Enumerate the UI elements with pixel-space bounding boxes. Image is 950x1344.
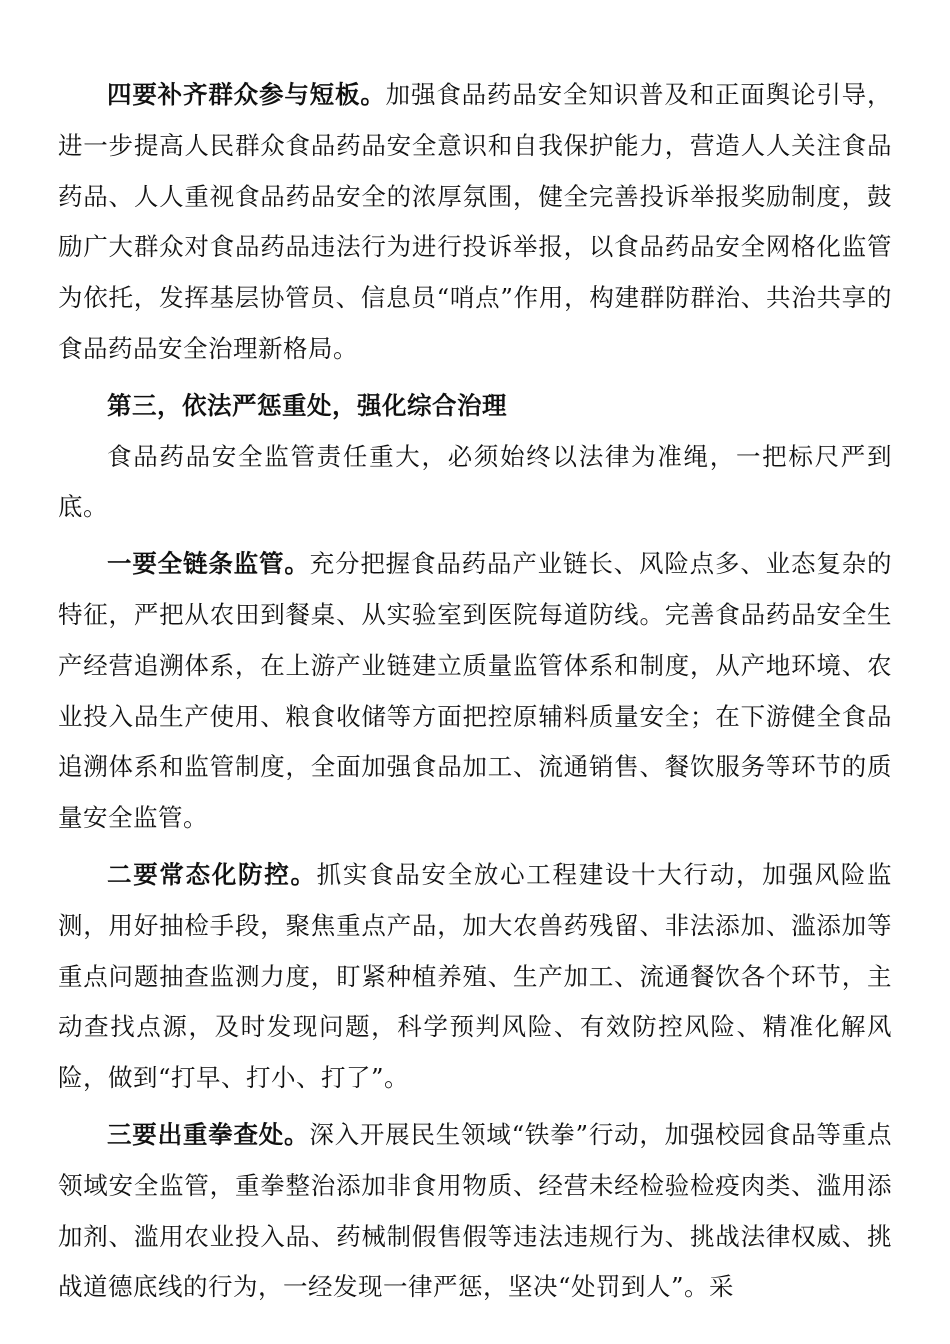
paragraph-four-public-participation bbox=[58, 70, 892, 375]
section-heading-third: 第三，依法严惩重处，强化综合治理 bbox=[107, 390, 507, 420]
paragraph-text: 充分把握食品药品产业链长、风险点多、业态复杂的特征，严把从农田到餐桌、从实验室到医院每道防线。完善食品药品安全生产经营追溯体系，在上游产业链建立质量监管体系和制度，从产地环境、农业投入品生产使用、粮食收储等方面把控原辅料质量安全；在下游健全食品追溯体系和监管制度，全面加强食品加工、流通销售、餐饮服务等环节的质量安全监管。 bbox=[58, 549, 893, 833]
paragraph-lead: 四要补齐群众参与短板。 bbox=[107, 80, 386, 109]
paragraph-intro bbox=[58, 432, 892, 534]
document-page bbox=[58, 70, 892, 1313]
paragraph-three-heavy-punishment bbox=[58, 1110, 892, 1313]
paragraph-text: 加强食品药品安全知识普及和正面舆论引导，进一步提高人民群众食品药品安全意识和自我保护能力，营造人人关注食品药品、人人重视食品药品安全的浓厚氛围，健全完善投诉举报奖励制度，鼓励广大群众对食品药品违法行为进行投诉举报，以食品药品安全网格化监管为依托，发挥基层协管员、信息员“哨点”作用，构建群防群治、共治共享的食品药品安全治理新格局。 bbox=[58, 80, 893, 363]
paragraph-text: 深入开展民生领域“铁拳”行动，加强校园食品等重点领域安全监管，重拳整治添加非食用物质、经营未经检验检疫肉类、滥用添加剂、滥用农业投入品、药械制假售假等违法违规行为、挑战法律权威、挑战道德底线的行为，一经发现一律严惩，坚决“处罚到人”。采 bbox=[58, 1119, 892, 1302]
paragraph-one-full-chain bbox=[58, 539, 892, 844]
paragraph-text: 抓实食品安全放心工程建设十大行动，加强风险监测，用好抽检手段，聚焦重点产品，加大农兽药残留、非法添加、滥添加等重点问题抽查监测力度，盯紧种植养殖、生产加工、流通餐饮各个环节，主动查找点源，及时发现问题，科学预判风险、有效防控风险、精准化解风险，做到“打早、打小、打了”。 bbox=[58, 859, 892, 1093]
paragraph-lead: 一要全链条监管。 bbox=[107, 549, 310, 579]
paragraph-lead: 二要常态化防控。 bbox=[107, 859, 317, 889]
paragraph-lead: 三要出重拳查处。 bbox=[107, 1119, 310, 1149]
paragraph-two-normalized-control bbox=[58, 850, 892, 1104]
paragraph-text: 食品药品安全监管责任重大，必须始终以法律为准绳，一把标尺严到底。 bbox=[58, 441, 892, 522]
